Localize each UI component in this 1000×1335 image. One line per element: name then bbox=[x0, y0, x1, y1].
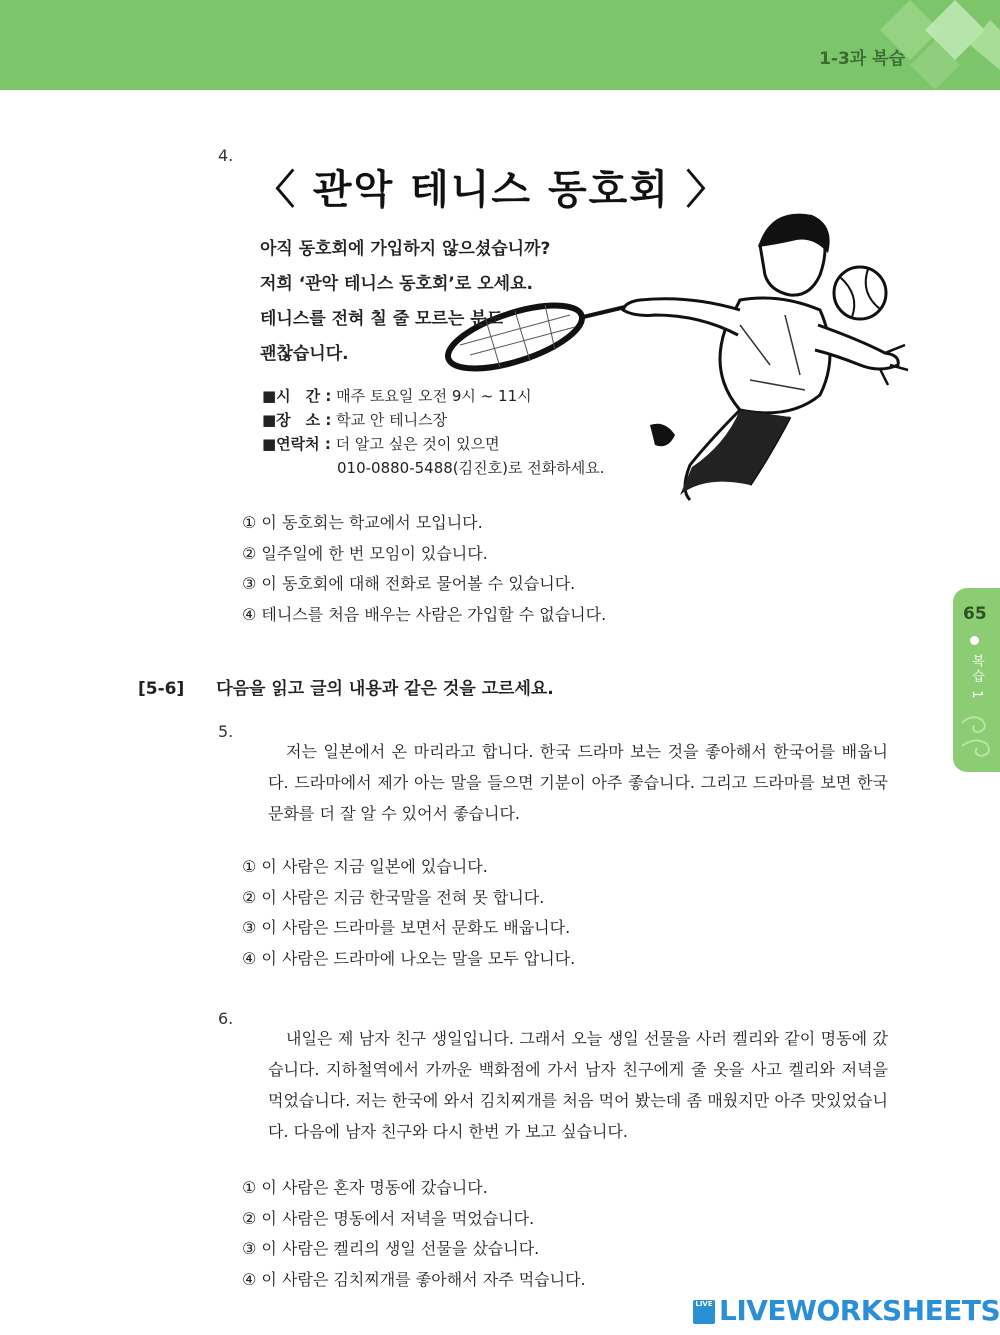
q4-option-4[interactable]: ④ 테니스를 처음 배우는 사람은 가입할 수 없습니다. bbox=[242, 604, 607, 624]
info-place-label: ■장 소 : bbox=[262, 411, 332, 429]
q4-option-2[interactable]: ② 일주일에 한 번 모임이 있습니다. bbox=[242, 543, 488, 563]
info-contact bbox=[262, 432, 604, 456]
info-contact-label: ■연락처 : bbox=[262, 435, 331, 453]
logo-badge: LIVE bbox=[693, 1300, 715, 1324]
poster-info bbox=[262, 384, 604, 480]
q4-option-3[interactable]: ③ 이 동호회에 대해 전화로 물어볼 수 있습니다. bbox=[242, 574, 576, 593]
swirl-pattern-icon bbox=[957, 708, 997, 763]
q5-option-4[interactable]: ④ 이 사람은 드라마에 나오는 말을 모두 압니다. bbox=[242, 948, 576, 968]
q5-passage: 저는 일본에서 온 마리라고 합니다. 한국 드라마 보는 것을 좋아해서 한국어를 배웁니다. 드라마에서 제가 아는 말을 들으면 기분이 아주 좋습니다. 그리고 드라마를 보면 한국 문화를 더 잘 알 수 있어서 좋습니다. bbox=[268, 742, 888, 823]
section-instruction: 다음을 읽고 글의 내용과 같은 것을 고르세요. bbox=[216, 679, 554, 699]
poster-intro-line: 괜찮습니다. bbox=[260, 344, 349, 364]
q5-options bbox=[242, 852, 575, 974]
bullet-dot-icon bbox=[970, 636, 979, 645]
poster-intro-line: 테니스를 전혀 칠 줄 모르는 분도 bbox=[260, 309, 504, 329]
q6-options bbox=[242, 1173, 586, 1295]
page-header bbox=[0, 0, 1000, 90]
q4-option-1[interactable]: ① 이 동호회는 학교에서 모입니다. bbox=[242, 513, 483, 532]
q6-option-2[interactable]: ② 이 사람은 명동에서 저녁을 먹었습니다. bbox=[242, 1208, 535, 1228]
question-number-5: 5. bbox=[218, 722, 234, 741]
poster-intro bbox=[260, 232, 590, 372]
info-place-value: 학교 안 테니스장 bbox=[336, 411, 448, 429]
info-time-label: ■시 간 : bbox=[262, 387, 332, 405]
q6-option-3[interactable]: ③ 이 사람은 켈리의 생일 선물을 샀습니다. bbox=[242, 1239, 540, 1258]
q5-option-2[interactable]: ② 이 사람은 지금 한국말을 전혀 못 합니다. bbox=[242, 887, 545, 907]
info-contact-value-1: 더 알고 싶은 것이 있으면 bbox=[335, 435, 500, 453]
poster-intro-line: 저희 ‘관악 테니스 동호회’로 오세요. bbox=[260, 274, 533, 294]
q6-option-1[interactable]: ① 이 사람은 혼자 명동에 갔습니다. bbox=[242, 1178, 488, 1197]
q5-option-3[interactable]: ③ 이 사람은 드라마를 보면서 문화도 배웁니다. bbox=[242, 918, 571, 937]
info-contact-value-2: 010-0880-5488(김진호)로 전화하세요. bbox=[337, 459, 605, 477]
info-place bbox=[262, 408, 604, 432]
q6-option-4[interactable]: ④ 이 사람은 김치찌개를 좋아해서 자주 먹습니다. bbox=[242, 1269, 586, 1289]
info-time-value: 매주 토요일 오전 9시 ~ 11시 bbox=[336, 387, 532, 405]
info-time bbox=[262, 384, 604, 408]
question-number-4: 4. bbox=[218, 146, 234, 165]
q4-options bbox=[242, 508, 606, 630]
page-number: 65 bbox=[963, 604, 987, 624]
info-contact-line-2 bbox=[262, 456, 604, 480]
section-heading bbox=[138, 674, 554, 699]
poster-title: 〈 관악 테니스 동호회 〉 bbox=[255, 166, 728, 213]
section-range: [5-6] bbox=[138, 679, 185, 699]
side-page-tab bbox=[953, 588, 1000, 772]
poster-intro-line: 아직 동호회에 가입하지 않으셨습니까? bbox=[260, 239, 551, 259]
question-number-6: 6. bbox=[218, 1009, 234, 1028]
q5-option-1[interactable]: ① 이 사람은 지금 일본에 있습니다. bbox=[242, 857, 488, 876]
lesson-label: 1-3과 복습 bbox=[819, 49, 905, 69]
q6-passage: 내일은 제 남자 친구 생일입니다. 그래서 오늘 생일 선물을 사러 켈리와 같이 명동에 갔습니다. 지하철역에서 가까운 백화점에 가서 남자 친구에게 줄 옷을 사고 켈리와 저녁을 먹었습니다. 저는 한국에 와서 김치찌개를 처음 먹어 봤는데 좀 매웠지만 아주 맛있었습니다. 다음에 남자 친구와 다시 한번 가 보고 싶습니다. bbox=[268, 1029, 888, 1141]
side-tab-label: 복습 1 bbox=[969, 654, 984, 701]
logo-text: LIVEWORKSHEETS bbox=[719, 1294, 1000, 1327]
